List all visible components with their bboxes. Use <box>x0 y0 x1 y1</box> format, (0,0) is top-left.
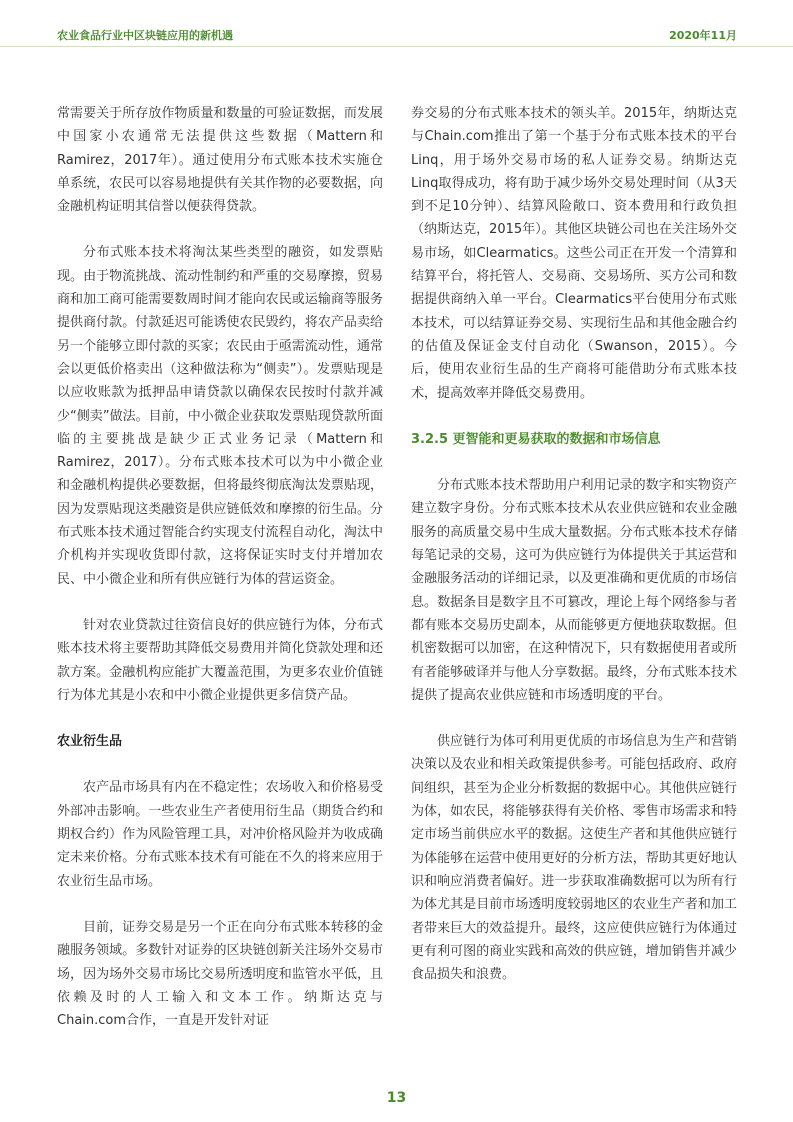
right-column <box>411 102 737 1009</box>
paragraph: 分布式账本技术帮助用户利用记录的数字和实物资产建立数字身份。分布式账本技术从农业供应链和农业金融服务的高质量交易中生成大量数据。分布式账本技术存储每笔记录的交易，这可为供应链行为体提供关于其运营和金融服务活动的详细记录，以及更准确和更优质的市场信息。数据条目是数字且不可篡改，理论上每个网络参与者都有账本交易历史副本，从而能够更方便地获取数据。但机密数据可以加密，在这种情况下，只有数据使用者或所有者能够破译并与他人分享数据。最终，分布式账本技术提供了提高农业供应链和市场透明度的平台。 <box>411 478 737 703</box>
paragraph: 常需要关于所存放作物质量和数量的可验证数据，而发展中国家小农通常无法提供这些数据（Mattern和Ramirez，2017年）。通过使用分布式账本技术实施仓单系统，农民可以容易地提供有关其作物的必要数据，向金融机构证明其信誉以便获得贷款。 <box>57 106 383 215</box>
header-title: 农业食品行业中区块链应用的新机遇 <box>57 29 233 42</box>
paragraph: 分布式账本技术将淘汰某些类型的融资，如发票贴现。由于物流挑战、流动性制约和严重的交易摩擦，贸易商和加工商可能需要数周时间才能向农民或运输商等服务提供商付款。付款延迟可能诱使农民毁约，将农产品卖给另一个能够立即付款的买家；农民由于亟需流动性，通常会以更低价格卖出（这种做法称为“侧卖”）。发票贴现是以应收账款为抵押品申请贷款以确保农民按时付款并减少“侧卖”做法。目前，中小微企业获取发票贴现贷款所面临的主要挑战是缺少正式业务记录（Mattern和Ramirez，2017）。分布式账本技术可以为中小微企业和金融机构提供必要数据，但将最终彻底淘汰发票贴现，因为发票贴现这类融资是供应链低效和摩擦的衍生品。分布式账本技术通过智能合约实现支付流程自动化，淘汰中介机构并实现收货即付款，这将保证实时支付并增加农民、中小微企业和所有供应链行为体的营运资金。 <box>57 245 383 587</box>
section-heading: 3.2.5 更智能和更易获取的数据和市场信息 <box>411 431 661 447</box>
page-number: 13 <box>386 1090 407 1106</box>
paragraph: 针对农业贷款过往资信良好的供应链行为体，分布式账本技术将主要帮助其降低交易费用并简化贷款处理和还款方案。金融机构应能扩大覆盖范围，为更多农业价值链行为体尤其是小农和中小微企业提供更多信贷产品。 <box>57 617 383 703</box>
header-date: 2020年11月 <box>669 29 737 42</box>
paragraph: 目前，证券交易是另一个正在向分布式账本转移的金融服务领域。多数针对证券的区块链创新关注场外交易市场，因为场外交易市场比交易所透明度和监管水平低，且依赖及时的人工输入和文本工作。纳斯达克与Chain.com合作，一直是开发针对证 <box>57 919 383 1029</box>
left-column <box>57 102 383 1055</box>
paragraph: 供应链行为体可利用更优质的市场信息为生产和营销决策以及农业和相关政策提供参考。可能包括政府、政府间组织，甚至为企业分析数据的数据中心。其他供应链行为体，如农民，将能够获得有关价格、零售市场需求和特定市场当前供应水平的数据。这使生产者和其他供应链行为体能够在运营中使用更好的分析方法，帮助其更好地认识和响应消费者偏好。进一步获取准确数据可以为所有行为体尤其是目前市场透明度较弱地区的农业生产者和加工者带来巨大的效益提升。最终，这应使供应链行为体通过更有利可图的商业实践和高效的供应链，增加销售并减少食品损失和浪费。 <box>411 734 737 983</box>
paragraph: 农产品市场具有内在不稳定性；农场收入和价格易受外部冲击影响。一些农业生产者使用衍生品（期货合约和期权合约）作为风险管理工具，对冲价格风险并为收成确定未来价格。分布式账本技术有可能在不久的将来应用于农业衍生品市场。 <box>57 780 383 889</box>
paragraph: 券交易的分布式账本技术的领头羊。2015年，纳斯达克与Chain.com推出了第一个基于分布式账本技术的平台Linq，用于场外交易市场的私人证券交易。纳斯达克Linq取得成功，将有助于减少场外交易处理时间（从3天到不足10分钟）、结算风险敞口、资本费用和行政负担（纳斯达克，2015年）。其他区块链公司也在关注场外交易市场，如Clearmatics。这些公司正在开发一个清算和结算平台，将托管人、交易商、交易场所、买方公司和数据提供商纳入单一平台。Clearmatics平台使用分布式账本技术，可以结算证券交易、实现衍生品和其他金融合约的估值及保证金支付自动化（Swanson，2015）。今后，使用农业衍生品的生产商将可能借助分布式账本技术，提高效率并降低交易费用。 <box>411 106 737 401</box>
header-divider <box>0 46 793 47</box>
subheading-derivatives: 农业衍生品 <box>57 734 123 750</box>
